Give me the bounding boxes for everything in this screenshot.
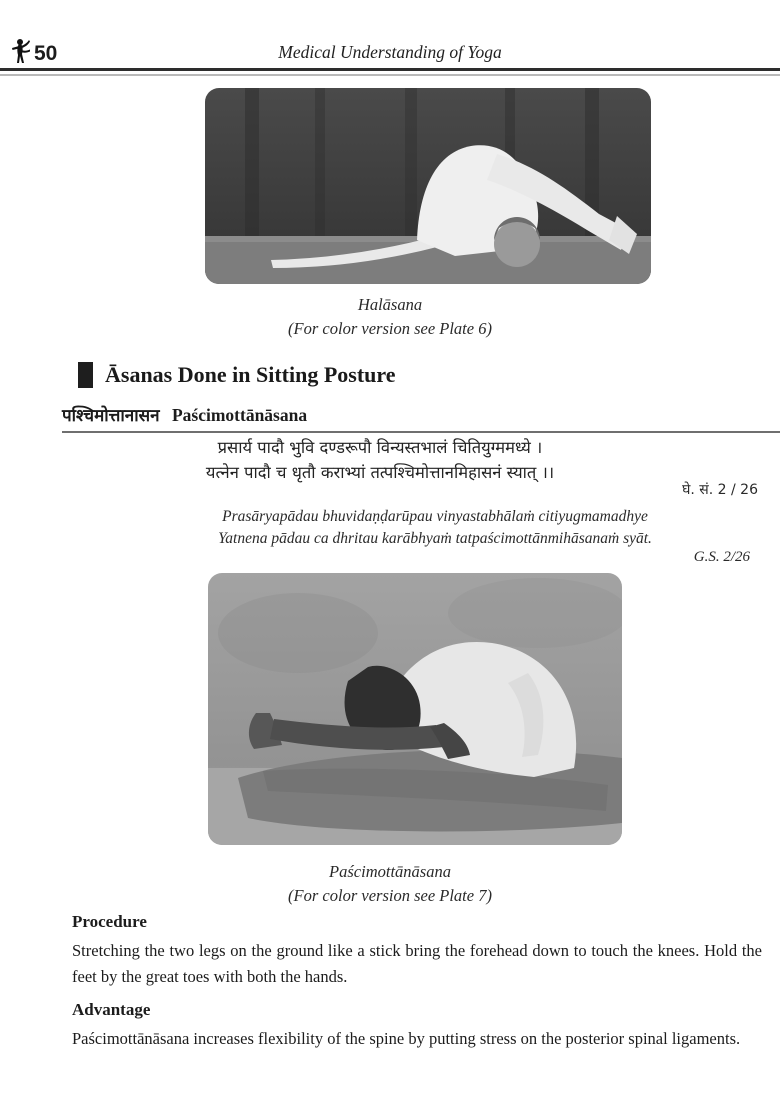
sanskrit-verse-line-2: यत्नेन पादौ च धृतौ कराभ्यां तत्पश्चिमोत्तानमिहासनं स्यात् ।। [205,462,555,482]
halasana-photo-art [205,88,651,284]
sanskrit-verse-line-1: प्रसार्य पादौ भुवि दण्डरूपौ विन्यस्तभालं चितियुग्ममध्ये । [217,438,543,457]
section-heading-sitting-posture [78,362,396,388]
verse-transliteration [90,506,780,551]
halasana-caption [60,293,720,341]
header-rule-dark [0,68,780,71]
pascimottanasana-caption [60,860,720,908]
pascimottanasana-photo [208,573,622,845]
pascimottanasana-photo-art [208,573,622,845]
transliteration-line-1: Prasāryapādau bhuvidaṇḍarūpau vinyastabhālaṁ citiyugmamadhye [222,508,648,525]
halasana-caption-note: (For color version see Plate 6) [288,318,492,338]
header-rule-light [0,74,780,76]
sanskrit-verse [40,436,720,486]
advantage-heading: Advantage [72,1000,151,1019]
page-header [0,0,780,70]
halasana-photo [205,88,651,284]
halasana-caption-name: Halāsana [357,295,423,314]
pascimottanasana-caption-name: Paścimottānāsana [329,862,451,881]
running-head-title: Medical Understanding of Yoga [278,42,502,62]
pascimottanasana-caption-note: (For color version see Plate 7) [288,885,492,905]
section-square-bullet-icon [78,362,93,388]
procedure-heading: Procedure [72,912,147,931]
subsection-devanagari: पश्चिमोत्तानासन [62,406,160,426]
procedure-text: Stretching the two legs on the ground like a stick bring the forehead down to touch the knees. Hold the feet by the great toes with both the hands. [72,941,762,986]
subsection-heading-pascimottanasana [62,403,780,433]
sanskrit-verse-reference: घे. सं. 2 / 26 [682,482,758,498]
transliteration-reference: G.S. 2/26 [693,549,750,565]
transliteration-line-2: Yatnena pādau ca dhritau karābhyaṁ tatpaścimottānmihāsanaṁ syāt. [218,530,652,548]
subsection-transliteration: Paścimottānāsana [171,405,308,425]
page-number: 50 [34,42,58,65]
section-heading-text: Āsanas Done in Sitting Posture [105,362,396,387]
advantage-text: Paścimottānāsana increases flexibility of the spine by putting stress on the posterior spinal ligaments. [72,1029,741,1048]
